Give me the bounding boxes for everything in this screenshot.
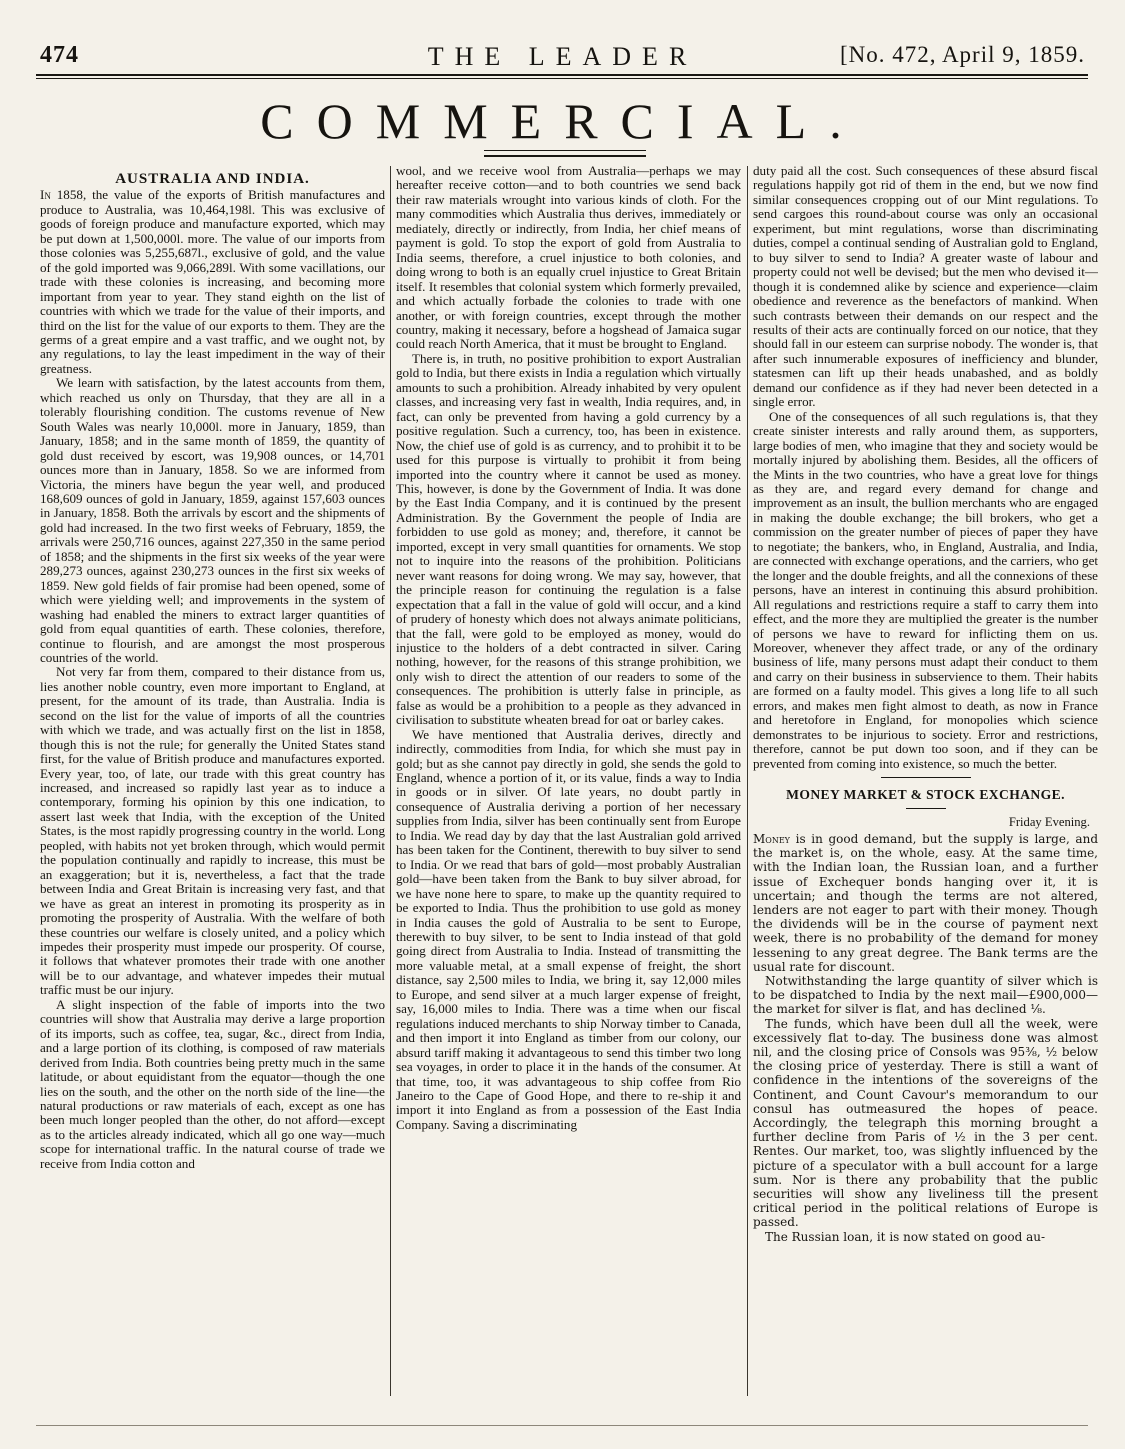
masthead: THE LEADER — [427, 42, 698, 71]
report-paragraph: Notwithstanding the large quantity of silver which is to be dispatched to India by the next mail—£900,000—the market for silver is flat, and has declined ⅛. — [753, 973, 1098, 1017]
issue-date: [No. 472, April 9, 1859. — [839, 42, 1085, 67]
section-title: COMMERCIAL. — [260, 93, 865, 149]
section-divider — [881, 777, 971, 778]
report-paragraph: The funds, which have been dull all the week, were excessively flat to-day. The business done was almost nil, and the closing price of Consols was 95⅜, ½ below the closing price of yesterday. There is still a want of confidence in the intentions of the sovereigns of the Continent, and Count Cavour's memorandum to our consul has outmeasured the hopes of peace. Accordingly, the telegraph this morning brought a further decline from Paris of ½ in the 3 per cent. Rentes. Our market, too, was slightly influenced by the picture of a speculator with a bull account for a large sum. Nor is there any probability that the public securities will show any liveliness till the present critical period in the political relations of Europe is passed. — [753, 1016, 1098, 1230]
article-paragraph: We learn with satisfaction, by the latest accounts from them, which reached us only on Thursday, that they are all in a tolerably flourishing condition. The customs revenue of New South Wales was nearly 10,000l. more in January, 1859, than January, 1858; and in the same month of 1859, the quantity of gold dust received by escort, was 19,908 ounces, or 14,701 ounces more than in January, 1858. So we are informed from Victoria, the miners have begun the year well, and produced 168,609 ounces of gold in January, 1859, against 157,603 ounces in January, 1858. Both the arrivals by escort and the shipments of gold had increased. In the two first weeks of February, 1859, the arrivals were 250,716 ounces, against 227,350 in the same period of 1858; and the shipments in the first six weeks of the year were 289,273 ounces, against 230,273 ounces in the first six weeks of 1859. New gold fields of fair promise had been opened, some of which were yielding well; and improvements in the system of washing had enabled the miners to extract larger quantities of gold from equal quantities of earth. These colonies, therefore, continue to flourish, and are amongst the most prosperous countries of the world. — [40, 375, 385, 665]
article-paragraph: A slight inspection of the fable of imports into the two countries will show that Australia may derive a large proportion of its imports, such as coffee, tea, sugar, &c., direct from India, and a large portion of its clothing, is composed of raw materials derived from India. Both countries being pretty much in the same latitude, or about equidistant from the equator—though the one lies on the south, and the other on the north side of the line—the natural productions or raw materials of each, except as one has been much longer peopled than the other, do not afford—except as to the articles already indicated, which all go one way—much scope for international traffic. In the natural course of trade we receive from India cotton and — [40, 996, 385, 1171]
lead-word: In — [40, 187, 51, 203]
column-3 — [753, 164, 1098, 1424]
article-paragraph: duty paid all the cost. Such consequences of these absurd fiscal regulations happily got rid of them in the end, but we now find similar consequences cropping out of our Mint regulations. To send cargoes this round-about course was only an occasional experiment, but mint regulations, worse than discriminating duties, compel a continual sending of Australian gold to England, to buy silver to send to India? A greater waste of labour and property could not well be devised; but the men who devised it—though it is condemned alike by science and experience—claim obedience and reverence as the benefactors of mankind. When such contrasts between their demands on our respect and the results of their acts are continually forced on our notice, that they should fall in our esteem can surprise nobody. The wonder is, that after such innumerable exposures of inefficiency and blunder, statesmen can lift up their heads unabashed, and as boldly demand our confidence as if they had never been detected in a single error. — [753, 164, 1098, 410]
article-paragraph: One of the consequences of all such regulations is, that they create sinister interests and rally around them, as supporters, large bodies of men, who imagine that they and society would be mortally injured by abolishing them. Besides, all the officers of the Mints in the two countries, who have a great love for things as they are, and regard every demand for change and improvement as an insult, the bullion merchants who are engaged in making the double exchange; the bill brokers, who get a commission on the greater number of pieces of paper they have to negotiate; the bankers, who, in England, Australia, and India, are connected with exchange operations, and the carriers, who get the longer and the double freights, and all the connexions of these persons, have an interest in continuing this absurd prohibition. All regulations and restrictions require a staff to carry them into effect, and the more they are multiplied the greater is the number of persons we have to reward for inflicting them on us. Moreover, whenever they affect trade, or any of the ordinary business of life, many persons must adapt their conduct to them and carry on their business in subservience to them. Their habits are formed on a faulty model. This gives a long life to all such errors, and makes men fight almost to death, as now in France and heretofore in England, for monopolies which science demonstrates to be injurious to society. Error and restrictions, therefore, cannot be put down too soon, and if they can be prevented from coming into existence, so much the better. — [753, 408, 1098, 771]
running-head — [40, 42, 1085, 72]
page-number: 474 — [40, 42, 79, 68]
title-rule — [484, 155, 646, 157]
bottom-rule — [36, 1425, 1088, 1426]
article-paragraph: Not very far from them, compared to their distance from us, lies another noble country, even more important to England, at present, for the amount of its trade, than Australia. India is second on the list for the value of imports of all the countries with which we trade, and was actually first on the list in 1858, though this is not the rule; for generally the United States stand first, for the value of British produce and manufactures exported. Every year, too, of late, our trade with this great country has increased, and increased so rapidly last year as to induce a contemporary, forming his opinion by this one indication, to assert last week that India, with the exception of the United States, is the most rapidly progressing country in the world. Long peopled, with habits not yet broken through, which would permit the population continually and rapidly to increase, this must be an exaggeration; but it is, nevertheless, a fact that the trade between India and Great Britain is increasing very fast, and that we have as great an interest in promoting its prosperity as in promoting the prosperity of Australia. With the welfare of both these countries our welfare is closely united, and a policy which impedes their prosperity must impede our prosperity. Of course, it follows that whatever promotes their trade with one another will be to our advantage, and whatever impedes their mutual traffic must be our injury. — [40, 664, 385, 998]
money-market-heading: MONEY MARKET & STOCK EXCHANGE. — [786, 787, 1065, 803]
title-rule — [484, 150, 646, 151]
dateline: Friday Evening. — [1008, 815, 1090, 830]
article-paragraph: There is, in truth, no positive prohibition to export Australian gold to India, but there exists in India a regulation which virtually amounts to such a prohibition. Already inhabited by very opulent classes, and increasing very fast in wealth, India requires, and, in fact, can only be prevented from having a gold currency by a positive regulation. Such a currency, too, has been in existence. Now, the chief use of gold is as currency, and to prohibit it to be used for this purpose is virtually to prohibit it from being imported into the country where it cannot be used as money. This, however, is done by the Government of India. It was done by the East India Company, and it is continued by the present Administration. By the Government the people of India are forbidden to use gold as money; and, therefore, it cannot be imported, except in very small quantities for ornaments. We stop not to inquire into the reasons of the prohibition. Politicians never want reasons for doing wrong. We may say, however, that the principle reason for continuing the regulation is a false expectation that a fall in the value of gold will occur, and a kind of prudery of honesty which does not always animate politicians, that the fall, were gold to be employed as money, would do injustice to the holders of a debt contracted in silver. Caring nothing, however, for the reasons of this strange prohibition, we only wish to direct the attention of our readers to some of the consequences. The prohibition is utterly false in principle, as false as would be a prohibition to a people as they advanced in civilisation to substitute wheaten bread for oat or barley cakes. — [396, 350, 741, 728]
money-market-report — [753, 832, 1098, 1244]
report-paragraph: Money is in good demand, but the supply is large, and the market is, on the whole, easy. At the same time, with the Indian loan, the Russian loan, and a further issue of Exchequer bonds hanging over it, it is uncertain; and though the terms are not altered, lenders are not eager to part with their money. Though the dividends will be in the course of payment next week, there is no probability of the demand for money lessening to any great degree. The Bank terms are the usual rate for discount. — [753, 831, 1098, 974]
article-paragraph: We have mentioned that Australia derives, directly and indirectly, commodities from India, for which she must pay in gold; but as she cannot pay directly in gold, she sends the gold to England, whence a portion of it, or its value, finds a way to India in goods or in silver. Of late years, no doubt partly in consequence of Australia deriving a portion of her necessary supplies from India, silver has been continually sent from Europe to India. We read day by day that the last Australian gold arrived has been taken for the Continent, therewith to buy silver to send to India. Or we read that bars of gold—most probably Australian gold—have been taken from the Bank to buy silver abroad, for we have none here to spare, to make up the quantity required to be exported to India. Thus the prohibition to use gold as money in India causes the gold of Australia to be sent to Europe, therewith to buy silver, to be sent to India instead of that gold going direct from Australia to India. Instead of transmitting the more valuable metal, at a small expense of freight, the short distance, say 2,500 miles to India, we bring it, say 12,000 miles to Europe, and send silver at a much larger expense of freight, say, 16,000 miles to India. There was a time when our fiscal regulations induced merchants to ship Norway timber to Canada, and then import it into England as timber from our colony, our absurd tariff making it advantageous to send this timber two long sea voyages, in order to place it in the hands of the consumer. At that time, too, it was advantageous to ship coffee from Rio Janeiro to the Cape of Good Hope, and there to re-ship it and import it into England as from a possession of the East India Company. Saving a discriminating — [396, 726, 741, 1132]
section-divider — [906, 808, 946, 809]
article-paragraph: wool, and we receive wool from Australia—perhaps we may hereafter receive cotton—and to both countries we send back their raw materials wrought into various kinds of cloth. For the many commodities which Australia thus derives, immediately or mediately, directly or indirectly, from India, her chief means of payment is gold. To stop the export of gold from Australia to India seems, therefore, a cruel injustice to both colonies, and doing wrong to both is an equally cruel injustice to Great Britain itself. It resembles that colonial system which formerly prevailed, and which actually forbade the colonies to trade with one another, or with foreign countries, except through the mother country, making it necessary, before a hogshead of Jamaica sugar could reach North America, that it must be brought to England. — [396, 164, 741, 352]
column-rule — [747, 166, 748, 1396]
column-2 — [396, 164, 741, 1424]
report-paragraph: The Russian loan, it is now stated on good au- — [765, 1229, 1046, 1244]
article-heading: AUSTRALIA AND INDIA. — [115, 171, 310, 187]
lead-word: Money — [753, 831, 790, 846]
header-rule — [36, 74, 1088, 79]
column-1 — [40, 164, 385, 1424]
column-rule — [390, 166, 391, 1396]
article-paragraph: In 1858, the value of the exports of British manufactures and produce to Australia, was 10,464,198l. This was exclusive of goods of foreign produce and manufacture exported, which may be put down at 1,500,000l. more. The value of our imports from those colonies was 5,255,687l., exclusive of gold, and the value of the gold imported was 9,066,289l. With some vacillations, our trade with these colonies is increasing, and becoming more important from year to year. They stand eighth on the list of countries with which we trade for the value of their imports, and third on the list for the value of our exports to them. They are the germs of a great empire and a vast traffic, and we ought not, by any regulations, to lay the least impediment in the way of their greatness. — [40, 187, 385, 376]
